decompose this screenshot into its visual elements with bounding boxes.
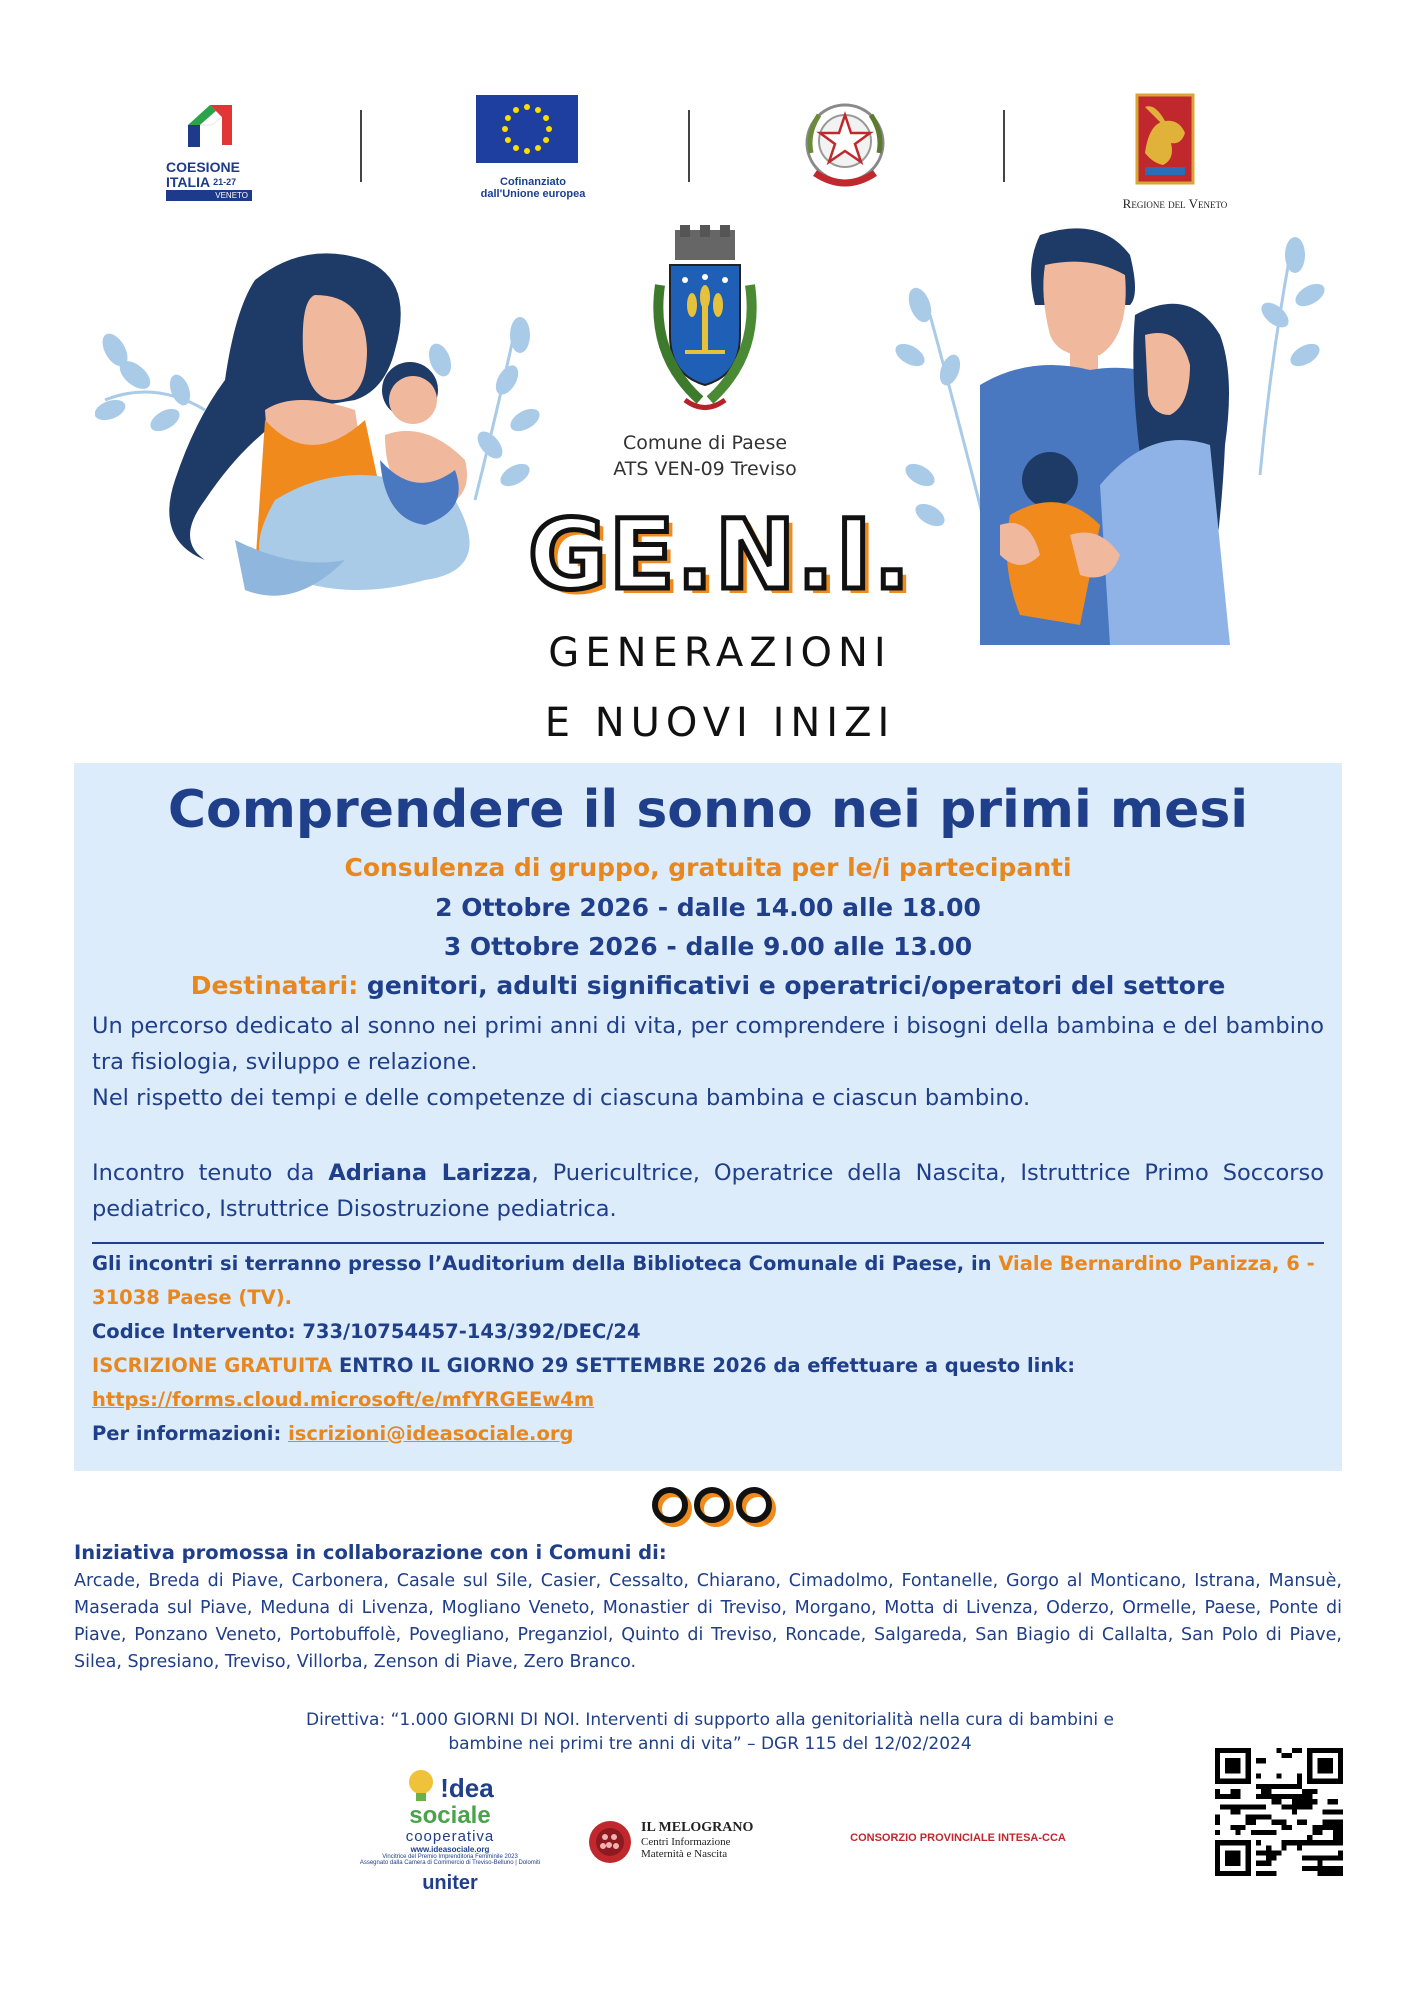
rings-icon bbox=[650, 1484, 780, 1530]
speaker-name: Adriana Larizza bbox=[328, 1160, 532, 1186]
coesione-years: 21-27 bbox=[213, 177, 237, 187]
project-subtitle-2: E NUOVI INIZI bbox=[544, 700, 896, 746]
target-label: Destinatari: bbox=[190, 971, 359, 1000]
event-description-2: Nel rispetto dei tempi e delle competenze di ciascuna bambina e ciascun bambino. bbox=[92, 1085, 1031, 1111]
eu-star-icon bbox=[505, 137, 511, 143]
speaker-prefix: Incontro tenuto da bbox=[92, 1160, 329, 1186]
comune-name: Comune di Paese bbox=[622, 432, 788, 454]
registration-link-row bbox=[92, 1383, 1332, 1417]
qr-code[interactable] bbox=[1215, 1748, 1343, 1876]
lightbulb-icon bbox=[406, 1768, 436, 1804]
melograno-line2: Centri Informazione bbox=[641, 1836, 731, 1848]
logo-divider bbox=[1003, 110, 1005, 182]
event-title: Comprendere il sonno nei primi mesi bbox=[167, 780, 1249, 840]
event-info-box bbox=[74, 763, 1342, 1471]
idea-sociale-logo bbox=[355, 1768, 545, 1938]
location-info bbox=[92, 1247, 1332, 1315]
idea-line2: sociale bbox=[409, 1802, 491, 1829]
speaker-suffix: , Puericultrice, Operatrice della Nascita, Istruttrice Primo Soccorso pediatrico, Istruttrice Disostruzione pediatrica. bbox=[92, 1160, 1325, 1222]
il-melograno-logo bbox=[585, 1810, 795, 1870]
coesione-line2: ITALIA bbox=[166, 174, 211, 190]
info-email-link[interactable]: iscrizioni@ideasociale.org bbox=[288, 1422, 574, 1445]
intervention-code: Codice Intervento: 733/10754457-143/392/DEC/24 bbox=[92, 1320, 641, 1343]
eu-star-icon bbox=[543, 137, 549, 143]
speaker-info bbox=[92, 1155, 1324, 1227]
eu-star-icon bbox=[513, 107, 519, 113]
idea-url: www.ideasociale.org bbox=[410, 1845, 490, 1854]
eu-caption-2: dall'Unione europea bbox=[480, 188, 586, 200]
logo-divider bbox=[688, 110, 690, 182]
eu-star-icon bbox=[505, 115, 511, 121]
coat-of-arms-icon bbox=[630, 225, 780, 420]
leaf-branch bbox=[95, 329, 205, 435]
registration-text: ENTRO IL GIORNO 29 SETTEMBRE 2026 da effettuare a questo link: bbox=[332, 1354, 1076, 1377]
uniter-logo: uniter bbox=[422, 1872, 478, 1894]
event-date-1: 2 Ottobre 2026 - dalle 14.00 alle 18.00 bbox=[435, 893, 981, 922]
idea-line1: !dea bbox=[440, 1773, 494, 1803]
regione-caption: Regione del Veneto bbox=[1122, 196, 1228, 211]
regione-veneto-logo bbox=[1100, 93, 1250, 211]
coesione-icon bbox=[166, 95, 256, 155]
eu-star-icon bbox=[513, 145, 519, 151]
directive-line-2: bambine nei primi tre anni di vita” – DGR 115 del 12/02/2024 bbox=[448, 1734, 972, 1754]
section-divider bbox=[92, 1242, 1324, 1244]
pomegranate-icon bbox=[585, 1815, 635, 1865]
coesione-italia-logo bbox=[166, 95, 256, 205]
decorative-rings bbox=[650, 1484, 780, 1530]
melograno-line3: Maternità e Nascita bbox=[641, 1848, 728, 1860]
comune-info bbox=[570, 430, 840, 482]
eu-star-icon bbox=[524, 148, 530, 154]
comune-paese-crest bbox=[630, 225, 780, 420]
registration-link[interactable]: https://forms.cloud.microsoft/e/mfYRGEEw4m bbox=[92, 1388, 595, 1411]
coesione-region: VENETO bbox=[166, 190, 252, 201]
logo-divider bbox=[360, 110, 362, 182]
collaboration-list: Arcade, Breda di Piave, Carbonera, Casale sul Sile, Casier, Cessalto, Chiarano, Cimadolmo, Fontanelle, Gorgo al Monticano, Istrana, Mansuè, Maserada sul Piave, Meduna di Livenza, Mogliano Veneto, Monastier di Treviso, Morgano, Motta di Livenza, Oderzo, Ormelle, Paese, Ponte di Piave, Ponzano Veneto, Portobuffolè, Povegliano, Preganziol, Quinto di Treviso, Roncade, Salgareda, San Biagio di Callalta, San Polo di Piave, Silea, Spresiano, Treviso, Villorba, Zenson di Piave, Zero Branco. bbox=[74, 1571, 1342, 1672]
eu-star-icon bbox=[543, 115, 549, 121]
registration-info bbox=[92, 1349, 1332, 1383]
event-description-1: Un percorso dedicato al sonno nei primi anni di vita, per comprendere i bisogni della bambina e del bambino tra fisiologia, sviluppo e relazione. bbox=[92, 1013, 1324, 1075]
eu-logo bbox=[468, 95, 598, 205]
eu-caption-1: Cofinanziato bbox=[500, 176, 566, 188]
project-subtitle-1: GENERAZIONI bbox=[548, 630, 892, 676]
eu-star-icon bbox=[535, 107, 541, 113]
directive-info bbox=[250, 1708, 1170, 1756]
qr-code-icon bbox=[1215, 1748, 1343, 1876]
consorzio-name: CONSORZIO PROVINCIALE INTESA-CCA bbox=[850, 1832, 1066, 1844]
contact-info bbox=[92, 1417, 1332, 1451]
idea-line3: cooperativa bbox=[405, 1828, 495, 1845]
event-subtitle: Consulenza di gruppo, gratuita per le/i partecipanti bbox=[344, 853, 1072, 882]
target-value: genitori, adulti significativi e operatrici/operatori del settore bbox=[358, 971, 1226, 1000]
repubblica-italiana-emblem bbox=[797, 93, 893, 199]
event-target bbox=[74, 971, 1342, 1000]
star-emblem-icon bbox=[797, 93, 893, 199]
eu-star-icon bbox=[546, 126, 552, 132]
lion-of-saint-mark-icon bbox=[1135, 93, 1195, 185]
directive-line-1: Direttiva: “1.000 GIORNI DI NOI. Interventi di supporto alla genitorialità nella cura di bambini e bbox=[306, 1710, 1114, 1730]
registration-label: ISCRIZIONE GRATUITA bbox=[92, 1354, 333, 1377]
location-prefix: Gli incontri si terranno presso l’Auditorium della Biblioteca Comunale di Paese, in bbox=[92, 1252, 999, 1275]
project-logo-title: GE.N.I. bbox=[528, 499, 912, 611]
collaboration-title: Iniziativa promossa in collaborazione con i Comuni di: bbox=[74, 1541, 667, 1564]
eu-star-icon bbox=[535, 145, 541, 151]
ats-name: ATS VEN-09 Treviso bbox=[613, 458, 797, 480]
event-date-2: 3 Ottobre 2026 - dalle 9.00 alle 13.00 bbox=[443, 932, 973, 961]
eu-star-icon bbox=[502, 126, 508, 132]
idea-note-2: Assegnato dalla Camera di Commercio di Treviso-Belluno | Dolomiti bbox=[359, 1860, 541, 1866]
consorzio-logo bbox=[838, 1832, 1078, 1844]
idea-note-1: Vincitrice del Premio Imprenditoria Femminile 2023 bbox=[382, 1854, 518, 1860]
location-address: Viale Bernardino Panizza, 6 - 31038 Paese (TV). bbox=[92, 1252, 1315, 1309]
coesione-line1: COESIONE bbox=[166, 159, 240, 175]
eu-flag-icon bbox=[476, 95, 578, 163]
eu-star-icon bbox=[524, 104, 530, 110]
melograno-name: IL MELOGRANO bbox=[641, 1820, 754, 1835]
info-label: Per informazioni: bbox=[92, 1422, 289, 1445]
